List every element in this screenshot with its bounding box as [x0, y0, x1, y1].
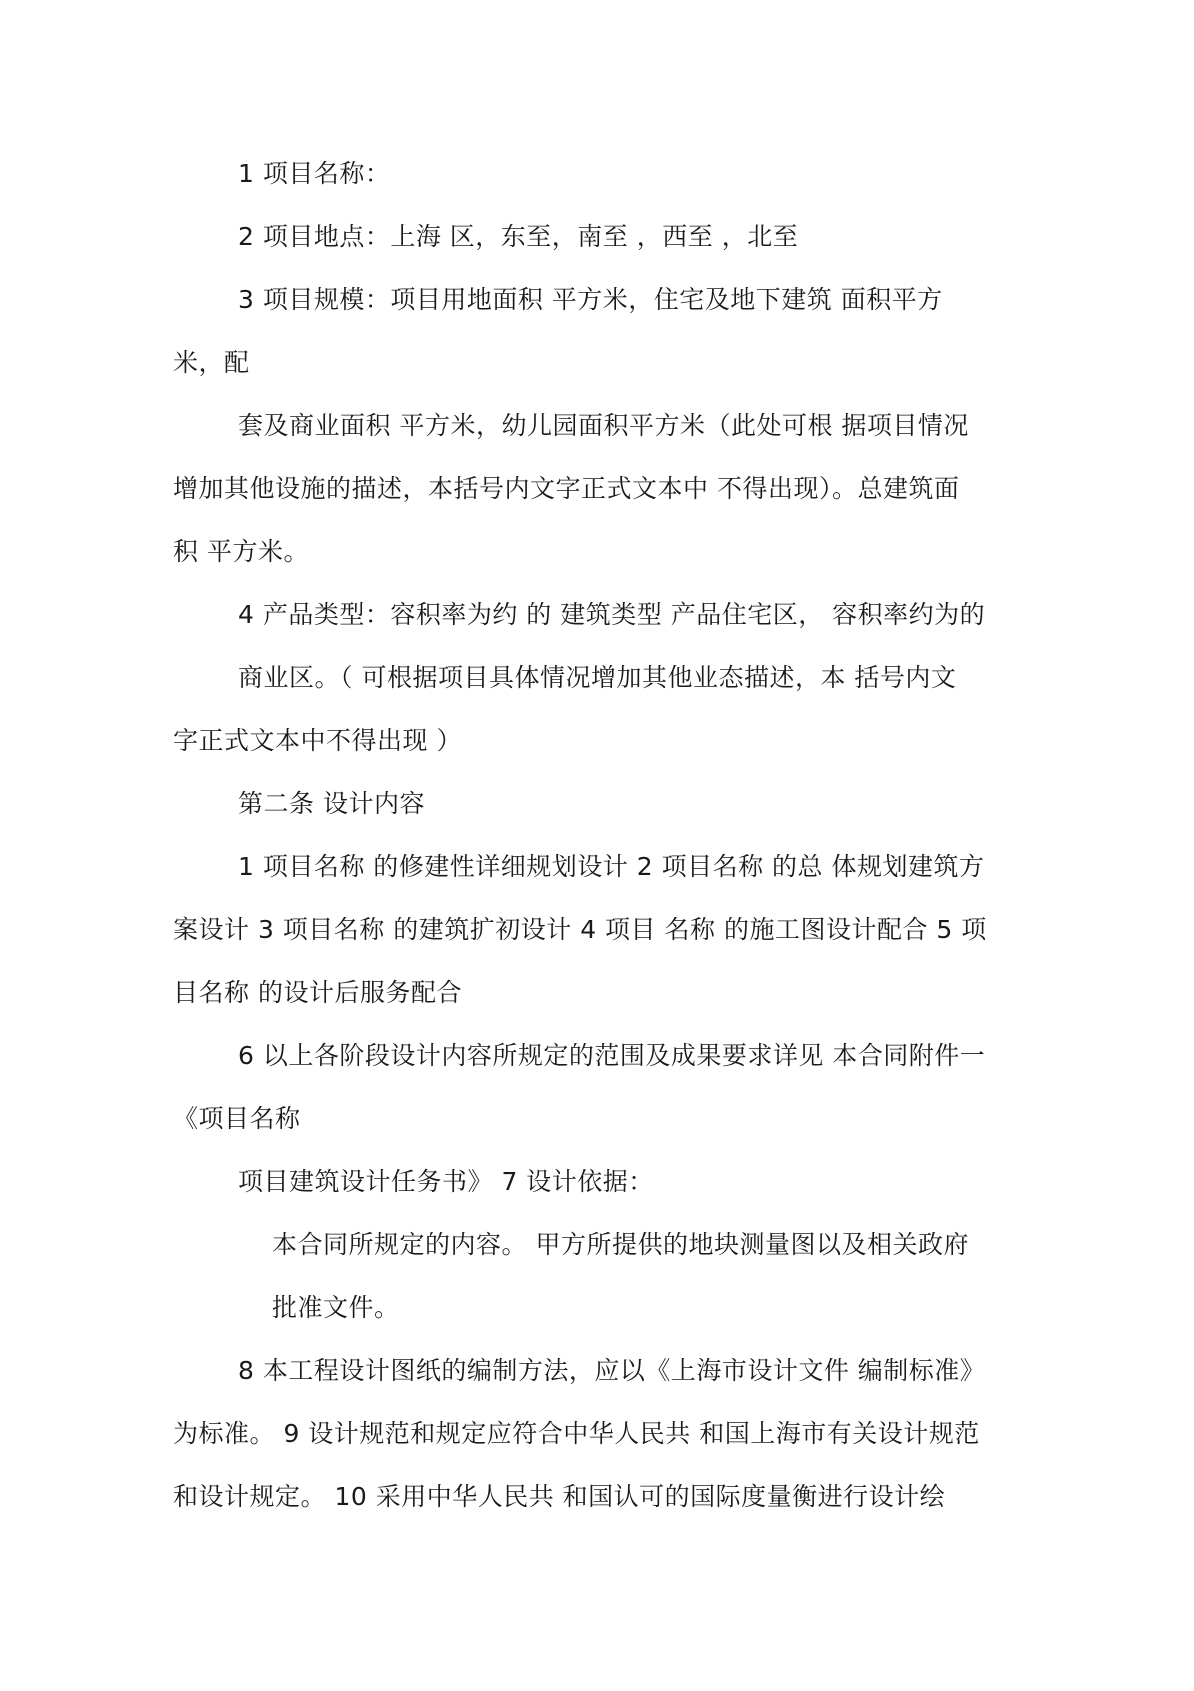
text-line: 3 项目规模：项目用地面积 平方米，住宅及地下建筑 面积平方	[238, 285, 943, 314]
text-line: 为标准。 9 设计规范和规定应符合中华人民共 和国上海市有关设计规范	[173, 1419, 980, 1448]
text-line: 增加其他设施的描述，本括号内文字正式文本中 不得出现）。总建筑面	[173, 474, 960, 503]
text-line: 套及商业面积 平方米，幼儿园面积平方米（此处可根 据项目情况	[238, 411, 969, 440]
text-line: 目名称 的设计后服务配合	[173, 978, 462, 1007]
text-line: 本合同所规定的内容。 甲方所提供的地块测量图以及相关政府	[272, 1230, 969, 1259]
text-line: 案设计 3 项目名称 的建筑扩初设计 4 项目 名称 的施工图设计配合 5 项	[173, 915, 987, 944]
text-line: 8 本工程设计图纸的编制方法，应以《上海市设计文件 编制标准》	[238, 1356, 986, 1385]
text-line: 4 产品类型：容积率为约 的 建筑类型 产品住宅区， 容积率约为的	[238, 600, 986, 629]
text-line: 1 项目名称 的修建性详细规划设计 2 项目名称 的总 体规划建筑方	[238, 852, 985, 881]
text-line: 字正式文本中不得出现 ）	[173, 726, 462, 755]
text-line: 6 以上各阶段设计内容所规定的范围及成果要求详见 本合同附件一	[238, 1041, 986, 1070]
text-line: 2 项目地点：上海 区，东至，南至 ，西至 ，北至	[238, 222, 799, 251]
text-line: 《项目名称	[173, 1104, 301, 1133]
text-line: 1 项目名称：	[238, 159, 391, 188]
text-line: 商业区。（ 可根据项目具体情况增加其他业态描述，本 括号内文	[238, 663, 957, 692]
text-line: 项目建筑设计任务书》 7 设计依据：	[238, 1167, 654, 1196]
section-heading: 第二条 设计内容	[238, 789, 425, 818]
text-line: 和设计规定。 10 采用中华人民共 和国认可的国际度量衡进行设计绘	[173, 1482, 946, 1511]
text-line: 批准文件。	[272, 1293, 400, 1322]
text-line: 米，配	[173, 348, 250, 377]
text-line: 积 平方米。	[173, 537, 309, 566]
